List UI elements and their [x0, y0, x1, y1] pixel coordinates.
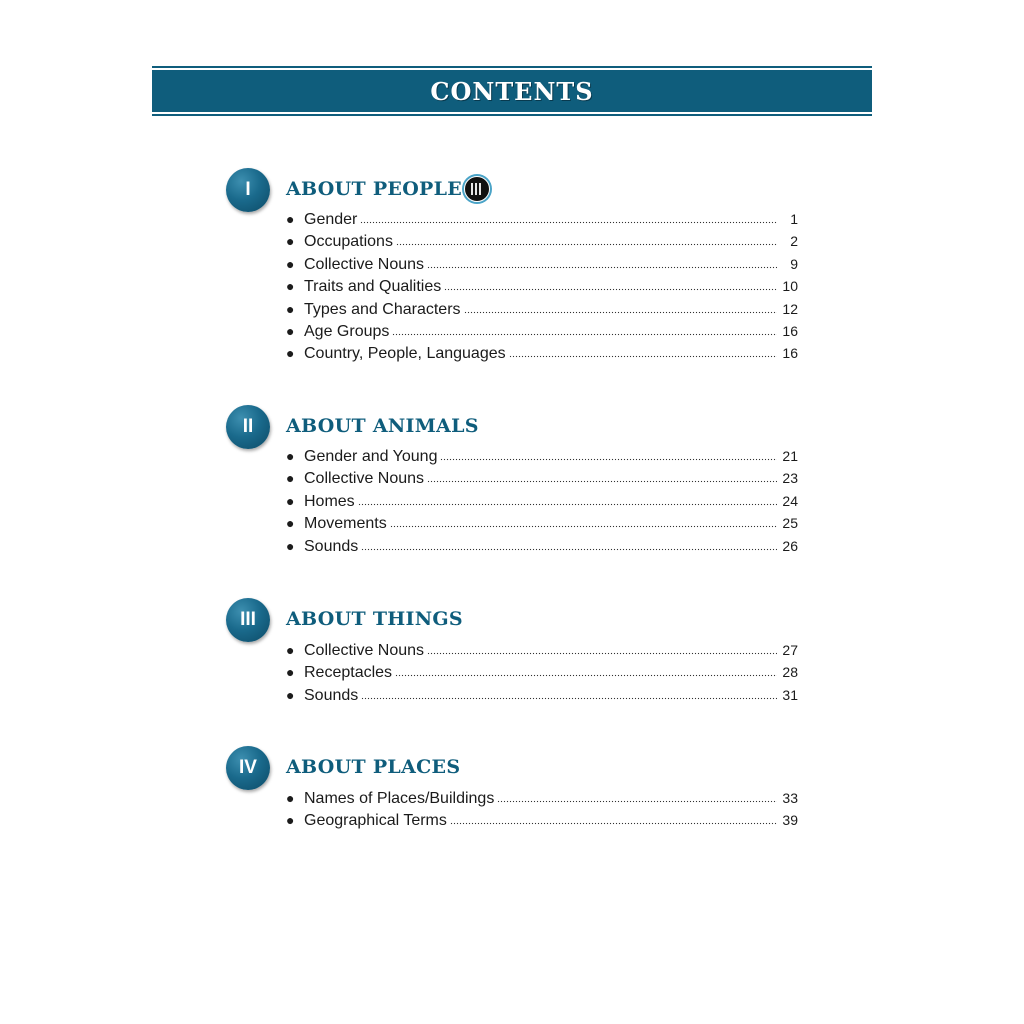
toc-list [286, 211, 798, 368]
dot-leader [444, 279, 777, 291]
toc-entry-label: Movements [304, 515, 387, 533]
section-about-people [226, 168, 806, 363]
section-numeral: IV [239, 757, 257, 778]
toc-list [286, 642, 798, 709]
toc-entry-page: 10 [782, 278, 798, 295]
toc-entry[interactable] [286, 256, 798, 278]
toc-entry-label: Receptacles [304, 664, 393, 682]
toc-entry[interactable] [286, 448, 798, 470]
bullet: ● [286, 233, 295, 250]
toc-entry-page: 28 [782, 664, 798, 681]
section-numeral: II [242, 416, 254, 437]
toc-entry-page: 25 [782, 515, 798, 532]
toc-entry-page: 33 [782, 790, 798, 806]
section-numeral-badge [226, 746, 270, 790]
section-header [226, 405, 806, 451]
section-numeral: III [240, 609, 256, 630]
toc-entry[interactable] [286, 301, 798, 323]
dot-leader [464, 302, 777, 314]
bullet: ● [286, 278, 295, 295]
dot-leader [395, 665, 777, 677]
bullet: ● [286, 255, 295, 272]
bullet: ● [286, 322, 295, 339]
toc-entry[interactable] [286, 470, 798, 492]
toc-entry-page: 21 [782, 448, 798, 464]
dot-leader [427, 257, 777, 269]
toc-entry[interactable] [286, 538, 798, 560]
toc-entry-label: Gender [304, 211, 358, 228]
bullet: ● [286, 642, 295, 658]
toc-entry-label: Traits and Qualities [304, 278, 442, 296]
dot-leader [361, 539, 777, 551]
dot-leader [396, 234, 777, 246]
bullet: ● [286, 300, 295, 317]
section-numeral-badge [226, 598, 270, 642]
toc-entry-page: 16 [782, 322, 798, 339]
bullet: ● [286, 686, 295, 703]
dot-leader [497, 791, 777, 803]
toc-entry-label: Country, People, Languages [304, 345, 506, 363]
toc-entry-page: 31 [782, 686, 798, 703]
section-title: ABOUT ANIMALS [286, 415, 479, 437]
toc-entry[interactable] [286, 493, 798, 515]
dot-leader [450, 813, 777, 825]
section-header [226, 168, 806, 214]
dot-leader [360, 212, 777, 224]
dot-leader [427, 471, 777, 483]
toc-entry-page: 26 [782, 537, 798, 554]
banner-bar [152, 70, 872, 112]
toc-entry[interactable] [286, 642, 798, 664]
banner-rule-top [152, 66, 872, 68]
toc-entry-page: 12 [782, 300, 798, 317]
toc-entry-label: Homes [304, 492, 355, 510]
toc-list [286, 448, 798, 560]
toc-entry-label: Names of Places/Buildings [304, 790, 495, 807]
toc-entry-label: Sounds [304, 537, 359, 555]
contents-banner [152, 66, 872, 116]
toc-entry[interactable] [286, 515, 798, 537]
toc-entry-label: Types and Characters [304, 300, 461, 318]
toc-entry-label: Occupations [304, 233, 393, 251]
bullet: ● [286, 812, 295, 829]
toc-entry-page: 27 [782, 642, 798, 658]
toc-entry[interactable] [286, 345, 798, 367]
section-title: ABOUT PLACES [286, 756, 461, 778]
bullet: ● [286, 664, 295, 681]
bullet: ● [286, 537, 295, 554]
toc-entry[interactable] [286, 211, 798, 233]
bullet: ● [286, 345, 295, 362]
toc-entry-label: Collective Nouns [304, 470, 425, 488]
toc-entry-page: 24 [782, 492, 798, 509]
dot-leader [361, 688, 777, 700]
toc-entry[interactable] [286, 664, 798, 686]
toc-entry[interactable] [286, 233, 798, 255]
toc-entry-page: 39 [782, 812, 798, 829]
toc-entry-page: 9 [790, 255, 798, 272]
dot-leader [390, 516, 777, 528]
dot-leader [358, 494, 777, 506]
section-numeral: I [245, 179, 251, 200]
toc-entry-label: Age Groups [304, 322, 390, 340]
toc-entry[interactable] [286, 323, 798, 345]
bullet: ● [286, 470, 295, 487]
bullet: ● [286, 211, 295, 227]
toc-entry[interactable] [286, 812, 798, 834]
toc-list [286, 790, 798, 835]
qr-code-icon[interactable] [462, 174, 492, 204]
bullet: ● [286, 448, 295, 464]
section-header [226, 598, 806, 644]
toc-entry-page: 16 [782, 345, 798, 362]
banner-rule-bottom [152, 114, 872, 116]
dot-leader [392, 324, 777, 336]
section-about-animals [226, 405, 806, 555]
toc-entry-page: 2 [790, 233, 798, 250]
toc-entry-label: Collective Nouns [304, 255, 425, 273]
toc-entry-label: Geographical Terms [304, 812, 447, 830]
section-numeral-badge [226, 168, 270, 212]
bullet: ● [286, 492, 295, 509]
page-title: CONTENTS [430, 76, 594, 106]
toc-entry-page: 23 [782, 470, 798, 487]
toc-entry[interactable] [286, 278, 798, 300]
section-numeral-badge [226, 405, 270, 449]
dot-leader [440, 449, 777, 461]
toc-entry-page: 1 [790, 211, 798, 227]
dot-leader [427, 643, 777, 655]
bullet: ● [286, 515, 295, 532]
toc-entry[interactable] [286, 790, 798, 812]
section-about-places [226, 746, 806, 830]
dot-leader [509, 346, 777, 358]
toc-entry-label: Sounds [304, 686, 359, 704]
section-header [226, 746, 806, 792]
toc-entry-label: Gender and Young [304, 448, 438, 465]
section-title: ABOUT PEOPLE [286, 178, 463, 200]
section-title: ABOUT THINGS [286, 608, 463, 630]
toc-entry-label: Collective Nouns [304, 642, 425, 659]
toc-entry[interactable] [286, 687, 798, 709]
bullet: ● [286, 790, 295, 806]
section-about-things [226, 598, 806, 704]
